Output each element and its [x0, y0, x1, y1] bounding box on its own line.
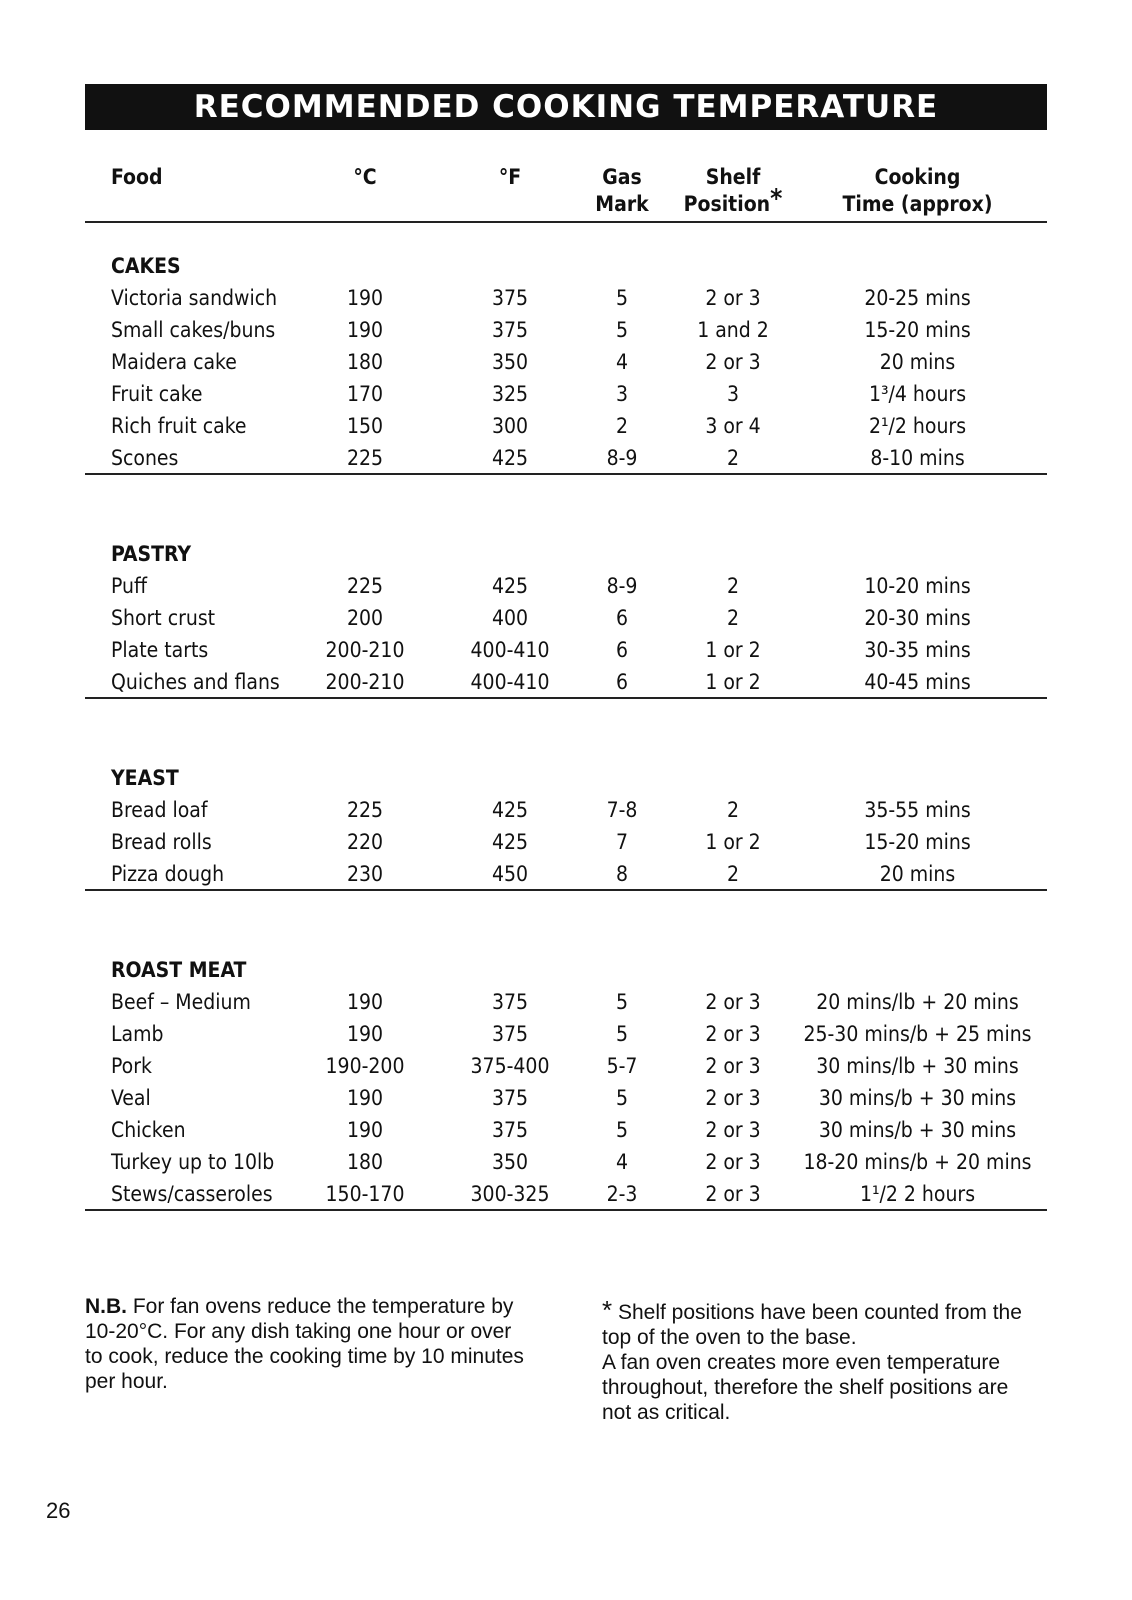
table-cell-food: Lamb — [111, 1022, 164, 1046]
table-cell-time: 30 mins/b + 30 mins — [818, 1118, 1017, 1142]
table-cell-f: 375 — [491, 1086, 529, 1110]
table-cell-c: 230 — [346, 862, 384, 886]
table-cell-food: Bread loaf — [111, 798, 208, 822]
section-heading: CAKES — [111, 254, 181, 278]
table-cell-time: 20 mins — [879, 350, 956, 374]
shelf-asterisk-icon: * — [770, 184, 783, 214]
table-cell-f: 400-410 — [470, 670, 550, 694]
table-cell-gas: 8-9 — [606, 574, 638, 598]
table-cell-time: 30-35 mins — [864, 638, 971, 662]
footnote — [602, 1295, 1042, 1425]
table-cell-gas: 7-8 — [606, 798, 638, 822]
section-heading: ROAST MEAT — [111, 958, 247, 982]
header-shelf-position — [668, 164, 798, 218]
table-cell-shelf: 2 — [726, 862, 740, 886]
header-shelf-line2: Position — [683, 192, 771, 216]
section-heading: YEAST — [111, 766, 179, 790]
table-cell-f: 425 — [491, 574, 529, 598]
table-cell-gas: 3 — [615, 382, 629, 406]
table-cell-time: 35-55 mins — [864, 798, 971, 822]
table-cell-shelf: 2 or 3 — [705, 350, 761, 374]
table-cell-time: 2¹/2 hours — [868, 414, 967, 438]
table-cell-food: Maidera cake — [111, 350, 237, 374]
table-cell-gas: 2 — [615, 414, 629, 438]
table-cell-c: 200-210 — [325, 638, 405, 662]
table-cell-f: 350 — [491, 350, 529, 374]
table-cell-c: 220 — [346, 830, 384, 854]
table-cell-shelf: 2 — [726, 606, 740, 630]
table-cell-f: 425 — [491, 446, 529, 470]
table-cell-food: Bread rolls — [111, 830, 212, 854]
table-cell-c: 150-170 — [325, 1182, 405, 1206]
table-cell-time: 40-45 mins — [864, 670, 971, 694]
table-cell-time: 20-25 mins — [864, 286, 971, 310]
table-cell-shelf: 2 or 3 — [705, 1150, 761, 1174]
table-cell-c: 150 — [346, 414, 384, 438]
title-bar — [85, 84, 1047, 130]
table-cell-c: 200-210 — [325, 670, 405, 694]
nb-text: For fan ovens reduce the temperature by 10-20°C. For any dish taking one hour or over to cook, reduce the cooking time by 10 minutes per hour. — [85, 1295, 524, 1393]
table-cell-c: 190 — [346, 1118, 384, 1142]
table-cell-shelf: 1 or 2 — [705, 638, 761, 662]
table-cell-food: Turkey up to 10lb — [111, 1150, 275, 1174]
nb-note — [85, 1294, 530, 1394]
table-cell-time: 1¹/2 2 hours — [859, 1182, 976, 1206]
header-time-line2: Time (approx) — [842, 192, 993, 216]
header-gas-line1: Gas — [602, 165, 642, 189]
table-cell-gas: 5-7 — [606, 1054, 638, 1078]
table-cell-gas: 6 — [615, 670, 629, 694]
table-cell-time: 1³/4 hours — [868, 382, 967, 406]
table-cell-f: 375 — [491, 1118, 529, 1142]
table-cell-f: 375 — [491, 318, 529, 342]
table-cell-gas: 5 — [615, 1022, 629, 1046]
section-heading: PASTRY — [111, 542, 192, 566]
table-cell-shelf: 2 or 3 — [705, 1118, 761, 1142]
table-cell-f: 400 — [491, 606, 529, 630]
table-cell-gas: 7 — [615, 830, 629, 854]
table-cell-time: 15-20 mins — [864, 318, 971, 342]
table-cell-time: 20 mins/lb + 20 mins — [816, 990, 1019, 1014]
table-cell-food: Victoria sandwich — [111, 286, 278, 310]
table-cell-gas: 4 — [615, 350, 629, 374]
table-cell-food: Short crust — [111, 606, 216, 630]
table-cell-f: 300-325 — [470, 1182, 550, 1206]
table-cell-shelf: 1 or 2 — [705, 830, 761, 854]
table-cell-time: 20-30 mins — [864, 606, 971, 630]
table-cell-f: 375 — [491, 1022, 529, 1046]
header-gas-mark — [587, 164, 657, 218]
table-cell-time: 18-20 mins/b + 20 mins — [803, 1150, 1032, 1174]
table-cell-food: Quiches and flans — [111, 670, 280, 694]
table-cell-gas: 8-9 — [606, 446, 638, 470]
table-cell-c: 190 — [346, 1022, 384, 1046]
footnote-line2: A fan oven creates more even temperature throughout, therefore the shelf positions are not as critical. — [602, 1351, 1009, 1424]
header-food: Food — [111, 165, 163, 189]
table-cell-f: 425 — [491, 830, 529, 854]
table-cell-gas: 5 — [615, 318, 629, 342]
table-cell-shelf: 2 — [726, 574, 740, 598]
table-cell-time: 30 mins/lb + 30 mins — [816, 1054, 1019, 1078]
table-cell-food: Rich fruit cake — [111, 414, 247, 438]
table-cell-gas: 5 — [615, 990, 629, 1014]
table-cell-c: 180 — [346, 1150, 384, 1174]
table-cell-gas: 8 — [615, 862, 629, 886]
table-cell-gas: 6 — [615, 606, 629, 630]
page-number: 26 — [46, 1498, 71, 1523]
table-cell-c: 200 — [346, 606, 384, 630]
table-cell-shelf: 3 or 4 — [705, 414, 761, 438]
table-cell-c: 190 — [346, 1086, 384, 1110]
table-cell-food: Pork — [111, 1054, 152, 1078]
nb-label: N.B. — [85, 1295, 127, 1318]
header-time-line1: Cooking — [874, 165, 961, 189]
table-cell-food: Veal — [111, 1086, 151, 1110]
table-cell-c: 225 — [346, 574, 384, 598]
table-cell-gas: 5 — [615, 1086, 629, 1110]
table-cell-f: 350 — [491, 1150, 529, 1174]
table-cell-f: 375 — [491, 990, 529, 1014]
table-cell-gas: 6 — [615, 638, 629, 662]
header-shelf-line1: Shelf — [705, 165, 761, 189]
header-celsius: °C — [353, 165, 377, 189]
table-cell-f: 400-410 — [470, 638, 550, 662]
table-cell-shelf: 3 — [726, 382, 740, 406]
table-cell-shelf: 2 — [726, 446, 740, 470]
table-cell-f: 325 — [491, 382, 529, 406]
footnote-asterisk-icon: * — [602, 1295, 613, 1325]
table-cell-shelf: 2 or 3 — [705, 1182, 761, 1206]
table-cell-shelf: 1 and 2 — [697, 318, 769, 342]
header-divider — [85, 221, 1047, 223]
table-cell-food: Plate tarts — [111, 638, 209, 662]
table-cell-f: 450 — [491, 862, 529, 886]
table-cell-c: 190 — [346, 318, 384, 342]
table-cell-f: 375-400 — [470, 1054, 550, 1078]
footnote-line1: Shelf positions have been counted from the top of the oven to the base. — [602, 1301, 1022, 1349]
table-cell-c: 190-200 — [325, 1054, 405, 1078]
table-cell-shelf: 2 or 3 — [705, 286, 761, 310]
header-gas-line2: Mark — [595, 192, 649, 216]
table-cell-shelf: 1 or 2 — [705, 670, 761, 694]
table-cell-c: 225 — [346, 446, 384, 470]
table-cell-c: 225 — [346, 798, 384, 822]
table-cell-time: 20 mins — [879, 862, 956, 886]
header-fahrenheit: °F — [498, 165, 522, 189]
table-cell-shelf: 2 or 3 — [705, 990, 761, 1014]
section-divider — [85, 1209, 1047, 1211]
table-cell-food: Puff — [111, 574, 148, 598]
table-cell-food: Small cakes/buns — [111, 318, 276, 342]
table-cell-food: Stews/casseroles — [111, 1182, 273, 1206]
table-cell-time: 30 mins/b + 30 mins — [818, 1086, 1017, 1110]
table-cell-c: 180 — [346, 350, 384, 374]
table-cell-shelf: 2 or 3 — [705, 1054, 761, 1078]
table-cell-food: Chicken — [111, 1118, 186, 1142]
table-cell-time: 25-30 mins/b + 25 mins — [803, 1022, 1032, 1046]
table-cell-c: 190 — [346, 286, 384, 310]
table-cell-f: 300 — [491, 414, 529, 438]
table-cell-shelf: 2 — [726, 798, 740, 822]
table-cell-gas: 2-3 — [606, 1182, 638, 1206]
section-divider — [85, 697, 1047, 699]
table-cell-c: 190 — [346, 990, 384, 1014]
section-divider — [85, 889, 1047, 891]
table-cell-gas: 4 — [615, 1150, 629, 1174]
table-cell-food: Fruit cake — [111, 382, 203, 406]
table-cell-shelf: 2 or 3 — [705, 1086, 761, 1110]
page-title: RECOMMENDED COOKING TEMPERATURE — [193, 89, 939, 125]
table-cell-f: 375 — [491, 286, 529, 310]
table-cell-food: Pizza dough — [111, 862, 225, 886]
section-divider — [85, 473, 1047, 475]
table-cell-time: 8-10 mins — [870, 446, 965, 470]
header-cooking-time — [790, 164, 1045, 218]
table-cell-c: 170 — [346, 382, 384, 406]
table-cell-food: Scones — [111, 446, 179, 470]
table-cell-gas: 5 — [615, 286, 629, 310]
table-cell-f: 425 — [491, 798, 529, 822]
table-cell-gas: 5 — [615, 1118, 629, 1142]
table-cell-time: 10-20 mins — [864, 574, 971, 598]
table-cell-food: Beef – Medium — [111, 990, 251, 1014]
table-cell-shelf: 2 or 3 — [705, 1022, 761, 1046]
table-cell-time: 15-20 mins — [864, 830, 971, 854]
